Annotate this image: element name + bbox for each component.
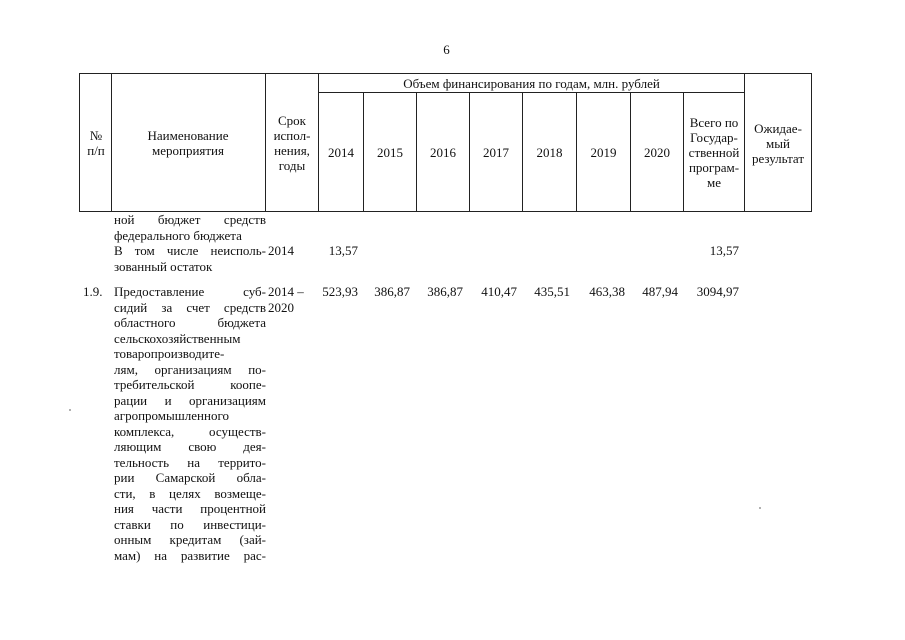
header-year: 2019 xyxy=(590,144,617,160)
header-total: Всего по Государ-ственной програм-ме xyxy=(688,114,740,190)
row-name-line: тельность на террито- xyxy=(114,454,266,470)
row-name-line: Предоставление суб- xyxy=(114,284,266,299)
header-year: 2015 xyxy=(377,144,403,160)
row-number: 1.9. xyxy=(83,284,103,299)
row-value-2017: 410,47 xyxy=(481,284,517,299)
row-term xyxy=(268,284,304,315)
header-year: 2018 xyxy=(536,144,563,160)
row-name-line: ной бюджет средств xyxy=(114,212,266,227)
header-result: Ожидае-мый результат xyxy=(751,120,805,166)
row-term-line: 2020 xyxy=(268,299,294,315)
row-name-unused-balance xyxy=(114,243,266,274)
row-name-line: мам) на развитие рас- xyxy=(114,547,266,563)
row-name-line: онным кредитам (зай- xyxy=(114,532,266,547)
row-value-2015: 386,87 xyxy=(374,284,410,299)
row-total: 3094,97 xyxy=(696,284,739,299)
header-name: Наименование мероприятия xyxy=(147,128,229,158)
row-name-line: требительской коопе- xyxy=(114,377,266,392)
row-value-2014: 13,57 xyxy=(328,243,358,258)
row-name-line: товаропроизводите- xyxy=(114,346,225,361)
row-value-2020: 487,94 xyxy=(642,284,678,299)
scan-speck xyxy=(759,507,761,509)
header-term: Срок испол-нения, годы xyxy=(273,113,311,173)
row-value-2019: 463,38 xyxy=(589,284,625,299)
row-name-line: федерального бюджета xyxy=(114,227,242,243)
header-year: 2014 xyxy=(328,144,354,160)
row-total: 13,57 xyxy=(709,243,739,258)
row-name-subsidies xyxy=(114,284,266,563)
row-value-2018: 435,51 xyxy=(534,284,570,299)
header-year: 2016 xyxy=(430,144,456,160)
row-name-line: областного бюджета xyxy=(114,315,266,330)
table-header xyxy=(79,73,812,212)
row-name-line: рации и организациям xyxy=(114,392,266,408)
header-funding-title: Объем финансирования по годам, млн. рублей xyxy=(403,75,660,91)
row-name-line: ставки по инвестици- xyxy=(114,516,266,532)
row-value-2014: 523,93 xyxy=(322,284,358,299)
row-value-2016: 386,87 xyxy=(427,284,463,299)
page-number: 6 xyxy=(443,42,450,57)
row-name-line: сельскохозяйственным xyxy=(114,330,241,346)
header-year: 2020 xyxy=(644,144,670,160)
row-name-line: комплекса, осуществ- xyxy=(114,423,266,439)
row-name-line: ния части процентной xyxy=(114,501,266,516)
header-divider xyxy=(111,73,112,212)
row-name-continuation xyxy=(114,212,266,243)
header-divider xyxy=(265,73,266,212)
scan-speck xyxy=(69,409,71,411)
row-name-line: В том числе неисполь- xyxy=(114,243,266,258)
row-name-line: агропромышленного xyxy=(114,408,229,423)
row-name-line: рии Самарской обла- xyxy=(114,470,266,485)
header-num: № п/п xyxy=(87,128,105,158)
row-term: 2014 xyxy=(268,243,294,258)
row-name-line: лям, организациям по- xyxy=(114,361,266,377)
row-name-line: зованный остаток xyxy=(114,258,213,274)
row-name-line: ляющим свою дея- xyxy=(114,439,266,454)
row-name-line: сти, в целях возмеще- xyxy=(114,485,266,501)
row-term-line: 2014 – xyxy=(268,284,304,299)
header-year: 2017 xyxy=(483,144,509,160)
row-name-line: сидий за счет средств xyxy=(114,299,266,315)
